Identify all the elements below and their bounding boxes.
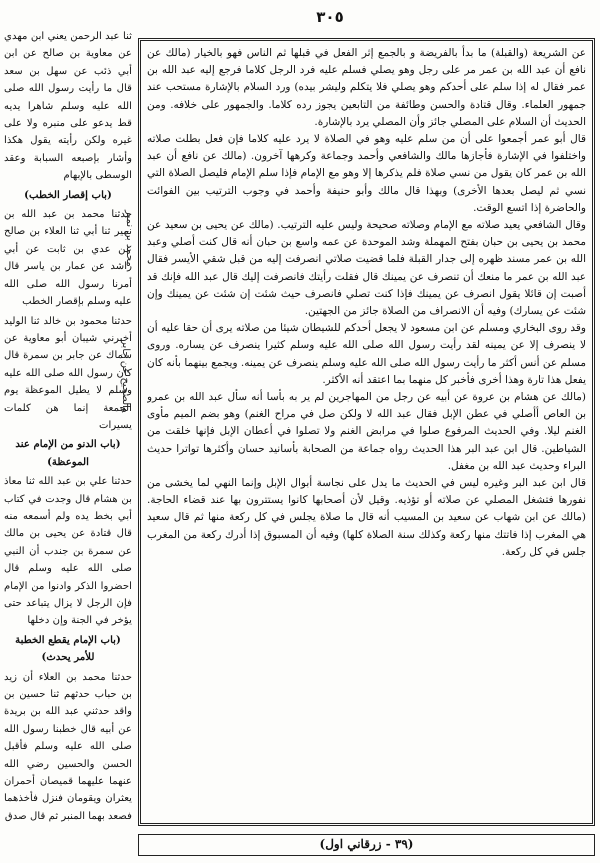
margin-column: [4, 28, 132, 828]
margin-paragraph: حدثنا محمد بن عبد الله بن نمير ثنا أبي ثنا العلاء بن صالح عن عدي بن ثابت عن أبي راشد عن عمار بن ياسر قال أمرنا رسول الله صلى الله عليه وسلم بإقصار الخطب: [4, 209, 132, 308]
margin-paragraph: حدثنا علي بن عبد الله ثنا معاذ بن هشام قال وجدت في كتاب أبي بخط يده ولم أسمعه منه قال قتادة عن يحيى بن مالك عن سمرة بن جندب أن النبي صلى الله عليه وسلم قال احضروا الذكر وادنوا من الإمام فإن الرجل لا يزال يتباعد حتى يؤخر في الجنة وإن دخلها: [4, 476, 132, 627]
margin-heading: (باب الإمام يقطع الخطبة للأمر يحدث): [15, 633, 121, 664]
main-paragraph: وقد روى البخاري ومسلم عن ابن مسعود لا يجعل أحدكم للشيطان شيئا من صلاته يرى أن حقا عليه أن لا ينصرف إلا عن يمينه لقد رأيت رسول الله صلى الله عليه وسلم كثيرا ينصرف عن يساره. وروى مسلم عن أنس أكثر ما رأيت رسول الله صلى الله عليه وسلم ينصرف عن يمينه. ويجمع بينهما بأنه كان يفعل هذا تارة وهذا أخرى فأخبر كل منهما بما اعتقد أنه الأكثر.: [147, 322, 586, 386]
margin-heading: (باب الدنو من الإمام عند الموعظة): [15, 438, 121, 468]
margin-paragraph: حدثنا محمد بن العلاء أن زيد بن حباب حدثهم ثنا حسين بن واقد حدثني عبد الله بن بريدة عن أبيه قال خطبنا رسول الله صلى الله عليه وسلم فأقبل الحسن والحسين رضي الله عنهما عليهما قميصان أحمران يعثران ويقومان فنزل فأخذهما فصعد بهما المنبر ثم قال صدق: [4, 671, 132, 822]
main-paragraph: وقال الشافعي يعيد صلاته مع الإمام وصلاته صحيحة وليس عليه الترتيب. (مالك عن يحيى بن سعيد عن محمد بن يحيى بن حبان بفتح المهملة وشد الموحدة عن عمه واسع بن حبان أنه قال كنت أصلي وعبد الله بن عمر مسند ظهره إلى جدار القبلة فلما قضيت صلاتي انصرفت إليه من قبل شقي الأيسر فقال عبد الله بن عمر ما منعك أن تنصرف عن يمينك قال فقلت رأيتك فانصرفت إليك قال عبد الله فإنك قد أصبت إن قائلا يقول انصرف عن يمينك فإذا كنت تصلي فانصرف حيث شئت إن شئت عن يمينك وإن شئت عن يسارك) وفيه أن الانصراف من الصلاة جائز من الجهتين.: [147, 219, 586, 318]
footer-label: (٣٩ - زرقاني اول): [138, 834, 595, 856]
main-paragraph: قال أبو عمر أجمعوا على أن من سلم عليه وهو في الصلاة لا يرد عليه كلاما فإن فعل بطلت صلاته واختلفوا في الإشارة فأجازها مالك والشافعي وأحمد وجماعة وكرهها آخرون. (مالك عن نافع أن عبد الله بن عمر كان يقول من نسي صلاة فلم يذكرها إلا وهو مع الإمام فإذا سلم الإمام فليصل الصلاة التي نسي ثم ليصل بعدها الأخرى) وبهذا قال مالك وأبو حنيفة وأحمد في وجوب الترتيب بين الفوائت والحاضرة إذا اتسع الوقت.: [147, 133, 586, 214]
main-commentary: [147, 45, 586, 819]
page-number: ٣٠٥: [316, 8, 344, 26]
main-paragraph: عن الشريعة (والقبلة) ما بدأ بالفريضة و بالجمع إثر الفعل في قبلها ثم الناس فهو بالخيار (مالك عن نافع أن عبد الله بن عمر مر على رجل وهو يصلي فسلم عليه فرد الرجل كلاما فرجع إليه عبد الله بن عمر فقال له إذا سلم على أحدكم وهو يصلي فلا يتكلم وليشر بيده) ورد السلام بالإشارة مستحب عند جمهور العلماء. وقال قتادة والحسن وطائفة من التابعين يجوز رده كلاما. والجمهور على خلافه. ومن الحديث أن السلام على المصلي جائز وأن المصلي يرد بالإشارة.: [147, 47, 586, 128]
side-annotation: محمد بن نمير: [124, 210, 135, 267]
margin-paragraph: ثنا عبد الرحمن يعني ابن مهدي عن معاوية بن صالح عن ابن أبي ذئب عن سهل بن سعد قال ما رأيت رسول الله صلى الله عليه وسلم شاهرا يديه قط يدعو على منبره ولا على غيره ولكن رأيته يقول هكذا وأشار بإصبعه السبابة وعقد الوسطى بالإبهام: [4, 31, 132, 182]
side-annotation: والصحيح عن جابر: [120, 340, 131, 413]
margin-paragraph: حدثنا محمود بن خالد ثنا الوليد أخبرني شيبان أبو معاوية عن سماك عن جابر بن سمرة قال كان رسول الله صلى الله عليه وسلم لا يطيل الموعظة يوم الجمعة إنما هن كلمات يسيرات: [4, 315, 132, 431]
margin-heading: (باب إقصار الخطب): [24, 188, 112, 201]
main-text-frame: [138, 38, 595, 826]
main-paragraph: (مالك عن هشام بن عروة عن أبيه عن رجل من المهاجرين لم ير به بأسا أنه سأل عبد الله بن عمرو بن العاص أأصلي في عطن الإبل فقال عبد الله لا ولكن صل في مراح الغنم) وهو بضم الميم مأوى الغنم ليلا. وفي الحديث المرفوع صلوا في مرابض الغنم ولا تصلوا في أعطان الإبل فإنها خلقت من الشياطين. قال ابن عبد البر هذا الحديث رواه جماعة من الصحابة بأسانيد حسان وأكثرها تواترا حديث البراء وحديث عبد الله بن مغفل.: [147, 391, 586, 472]
main-paragraph: قال ابن عبد البر وغيره ليس في الحديث ما يدل على نجاسة أبوال الإبل وإنما النهي لما يخشى من نفورها فتشغل المصلي عن صلاته أو تؤذيه. وقيل لأن أصحابها كانوا يستترون بها عند قضاء الحاجة. (مالك عن ابن شهاب عن سعيد بن المسيب أنه قال ما صلاة يجلس في كل ركعة منها ثم قال سعيد هي المغرب إذا فاتتك منها ركعة وكذلك سنة الصلاة كلها) وفيه أن المسبوق إذا أدرك ركعة من المغرب جلس في كل ركعة.: [147, 477, 586, 558]
